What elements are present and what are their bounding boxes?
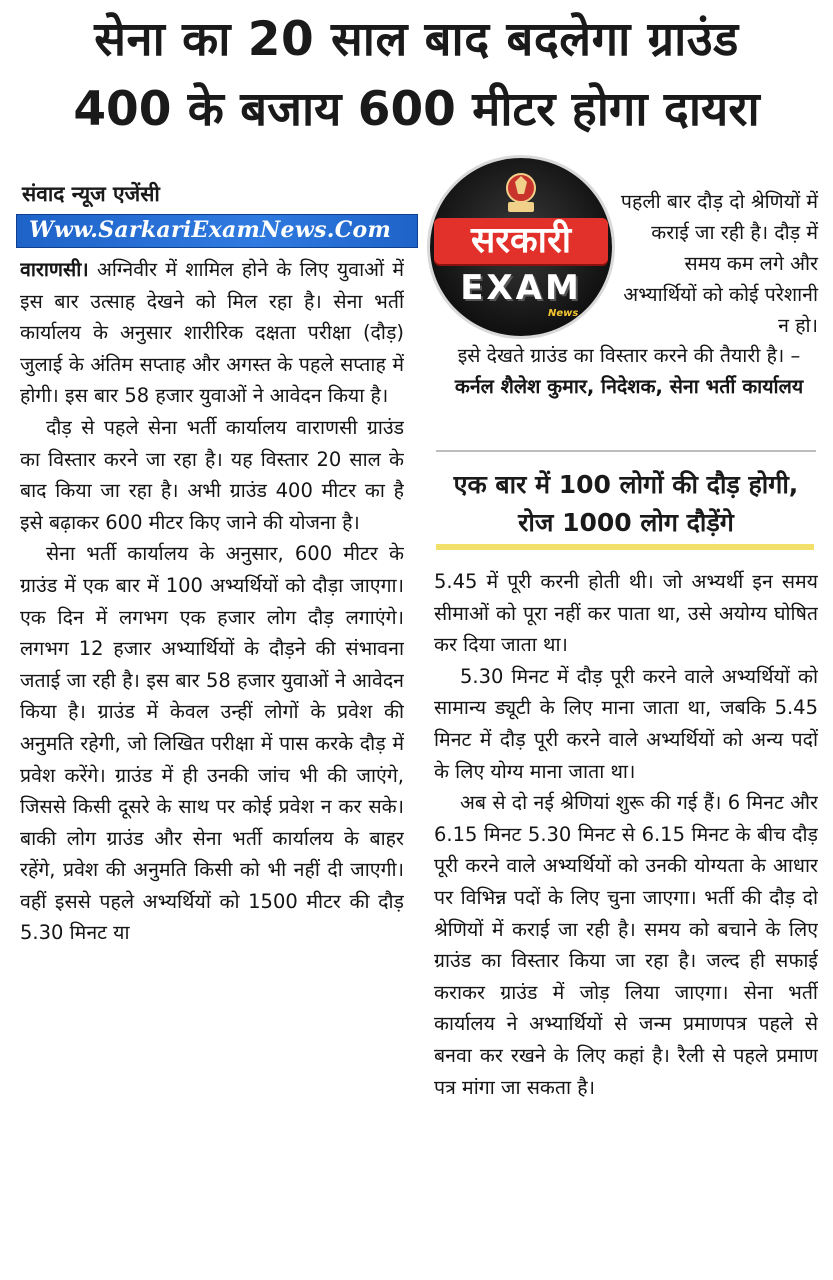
left-paragraph-1-text: अग्निवीर में शामिल होने के लिए युवाओं में इस बार उत्साह देखने को मिल रहा है। सेना भर्ती कार्यालय के अनुसार शारीरिक दक्षता परीक्षा (दौड़) जुलाई के अंतिम सप्ताह और अगस्त के पहले सप्ताह में होगी। इस बार 58 हजार युवाओं ने आवेदन किया है। bbox=[20, 258, 404, 408]
quote-text: इसे देखते ग्राउंड का विस्तार करने की तैयारी है। – bbox=[457, 344, 801, 367]
quote-author: कर्नल शैलेश कुमार, निदेशक, सेना भर्ती कार्यालय bbox=[454, 375, 804, 398]
website-url: Www.SarkariExamNews.Com bbox=[29, 217, 392, 243]
left-paragraph-3: सेना भर्ती कार्यालय के अनुसार, 600 मीटर के ग्राउंड में एक बार में 100 अभ्यर्थियों को दौड़ा जाएगा। एक दिन में लगभग एक हजार लोग दौड़ लगाएंगे। लगभग 12 हजार अभ्यार्थियों के दौड़ने की संभावना जताई जा रही है। इस बार 58 हजार युवाओं ने आवेदन किया है। ग्राउंड में केवल उन्हीं लोगों के प्रवेश की अनुमति रहेगी, जो लिखित परीक्षा में पास करके दौड़ में प्रवेश करेंगे। ग्राउंड में ही उनकी जांच भी की जाएंगे, जिससे किसी दूसरे के साथ पर कोई प्रवेश न कर सके। बाकी लोग ग्राउंड और सेना भर्ती कार्यालय के बाहर रहेंगे, प्रवेश की अनुमति किसी को भी नहीं दी जाएगी। वहीं इससे पहले अभ्यर्थियों को 1500 मीटर की दौड़ 5.30 मिनट या bbox=[20, 542, 404, 945]
left-paragraph-1 bbox=[20, 254, 404, 412]
right-paragraph-3: अब से दो नई श्रेणियां शुरू की गई हैं। 6 मिनट और 6.15 मिनट 5.30 मिनट से 6.15 मिनट के बीच दौड़ पूरी करने वाले अभ्यर्थियों को उनकी योग्यता के आधार पर विभिन्न पदों के लिए चुना जाएगा। भर्ती की दौड़ दो श्रेणियों में कराई जा रही है। समय को बचाने के लिए ग्राउंड का विस्तार किया जा रहा है। जल्द ही सफाई कराकर ग्राउंड में जोड़ लिया जाएगा। सेना भर्ती कार्यालय ने अभ्यार्थियों से जन्म प्रमाणपत्र पहले से बनवा कर रखने के लिए कहां है। रैली से पहले प्रमाण पत्र मांगा जा सकता है। bbox=[434, 791, 818, 1099]
headline-line-2: 400 के बजाय 600 मीटर होगा दायरा bbox=[73, 82, 760, 137]
logo-main-text: सरकारी bbox=[434, 218, 608, 264]
divider bbox=[436, 450, 816, 452]
dateline-place: वाराणसी। bbox=[20, 258, 89, 281]
quote-part-1: पहली बार दौड़ दो श्रेणियों में कराई जा रही है। दौड़ में समय कम लगे और अभ्यार्थियों को कोई परेशानी न हो। bbox=[620, 190, 818, 337]
quote-part-2 bbox=[440, 340, 818, 402]
subheading: एक बार में 100 लोगों की दौड़ होगी, रोज 1000 लोग दौड़ेंगे bbox=[453, 470, 799, 537]
logo-news-text: News bbox=[548, 308, 579, 319]
news-agency: संवाद न्यूज एजेंसी bbox=[22, 182, 160, 206]
left-column bbox=[20, 254, 404, 1266]
left-paragraph-2: दौड़ से पहले सेना भर्ती कार्यालय वाराणसी ग्राउंड का विस्तार करने जा रहा है। यह विस्तार 20 साल के बाद किया जा रहा है। अभी ग्राउंड 400 मीटर का है इसे बढ़ाकर 600 मीटर किए जाने की योजना है। bbox=[20, 415, 404, 534]
right-column bbox=[434, 566, 818, 1266]
headline bbox=[0, 8, 833, 142]
emblem-icon bbox=[496, 170, 546, 216]
right-paragraph-1: 5.45 में पूरी करनी होती थी। जो अभ्यर्थी इन समय सीमाओं को पूरा नहीं कर पाता था, उसे अयोग्य घोषित कर दिया जाता था। bbox=[434, 570, 818, 657]
logo-exam-text: EXAM bbox=[460, 268, 582, 308]
website-banner bbox=[16, 214, 418, 248]
headline-line-1: सेना का 20 साल बाद बदलेगा ग्राउंड bbox=[94, 12, 739, 67]
highlight-bar bbox=[436, 544, 814, 550]
right-paragraph-2: 5.30 मिनट में दौड़ पूरी करने वाले अभ्यर्थियों को सामान्य ड्यूटी के लिए माना जाता था, जबकि 5.45 मिनट में दौड़ पूरी करने वाले अभ्यर्थियों को अन्य पदों के लिए योग्य माना जाता था। bbox=[434, 664, 818, 783]
sarkari-exam-logo bbox=[430, 158, 612, 336]
